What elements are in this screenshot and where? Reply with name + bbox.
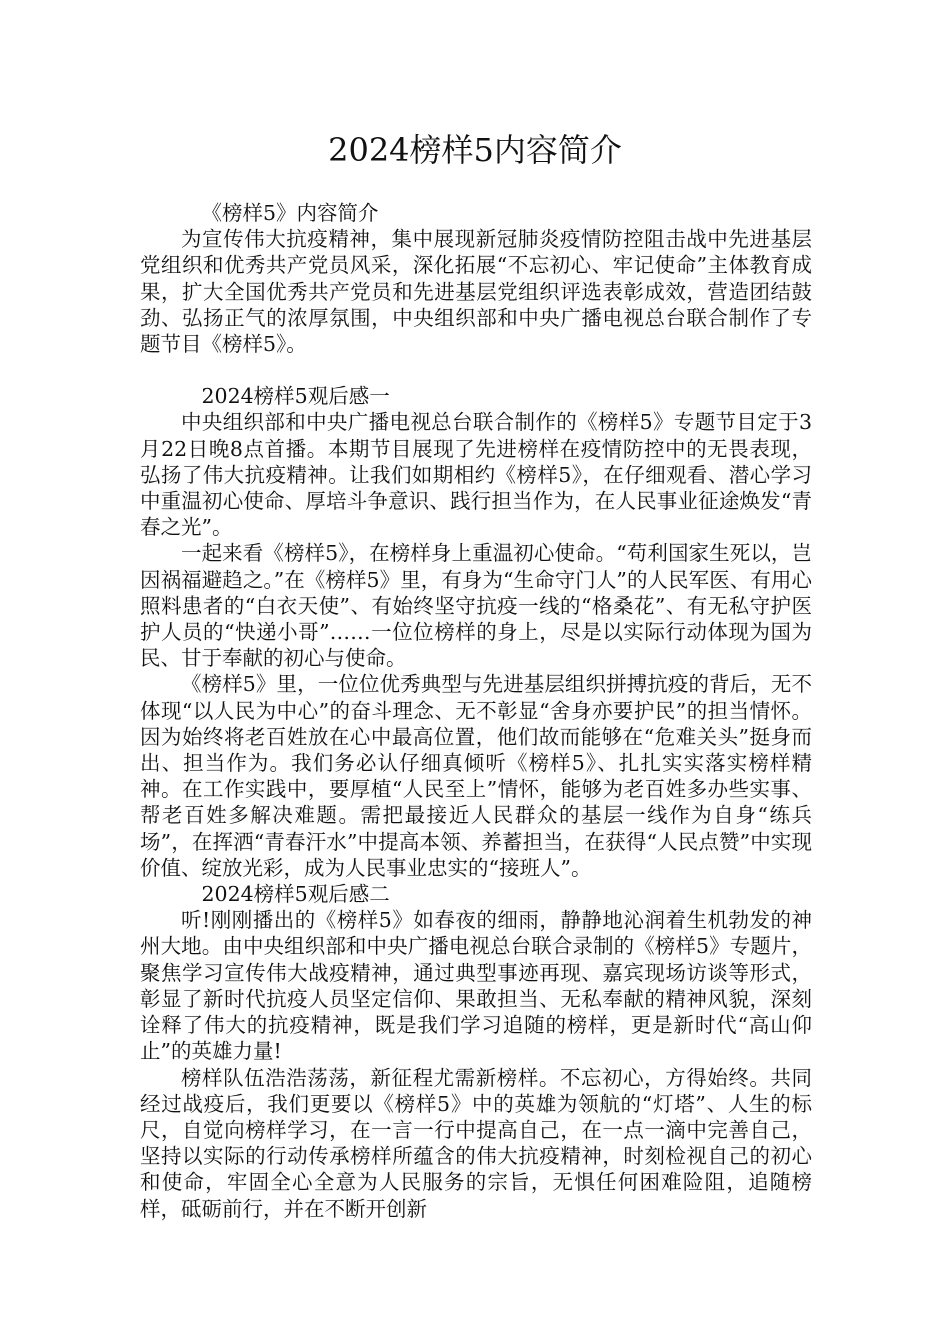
document-body [140,200,812,1222]
section-heading-review-2: 2024榜样5观后感二 [201,882,390,907]
paragraph: 听!刚刚播出的《榜样5》如春夜的细雨，静静地沁润着生机勃发的神州大地。由中央组织部和中央广播电视总台联合录制的《榜样5》专题片，聚焦学习宣传伟大战疫精神，通过典型事迹再现、嘉宾现场访谈等形式，彰显了新时代抗疫人员坚定信仰、果敢担当、无私奉献的精神风貌，深刻诠释了伟大的抗疫精神，既是我们学习追随的榜样，更是新时代“高山仰止”的英雄力量! [140,908,812,1064]
paragraph: 榜样队伍浩浩荡荡，新征程尤需新榜样。不忘初心，方得始终。共同经过战疫后，我们更要以《榜样5》中的英雄为领航的“灯塔”、人生的标尺，自觉向榜样学习，在一言一行中提高自己，在一点一滴中完善自己，坚持以实际的行动传承榜样所蕴含的伟大抗疫精神，时刻检视自己的初心和使命，牢固全心全意为人民服务的宗旨，无惧任何困难险阻，追随榜样，砥砺前行，并在不断开创新 [140,1065,812,1221]
paragraph: 为宣传伟大抗疫精神，集中展现新冠肺炎疫情防控阻击战中先进基层党组织和优秀共产党员风采，深化拓展“不忘初心、牢记使命”主体教育成果，扩大全国优秀共产党员和先进基层党组织评选表彰成效，营造团结鼓劲、弘扬正气的浓厚氛围，中央组织部和中央广播电视总台联合制作了专题节目《榜样5》。 [140,227,812,357]
section-heading-intro: 《榜样5》内容简介 [201,201,379,225]
section-heading-review-1: 2024榜样5观后感一 [201,384,390,409]
paragraph: 《榜样5》里，一位位优秀典型与先进基层组织拼搏抗疫的背后，无不体现“以人民为中心”的奋斗理念、无不彰显“舍身亦要护民”的担当情怀。因为始终将老百姓放在心中最高位置，他们故而能够在“危难关头”挺身而出、担当作为。我们务必认仔细真倾听《榜样5》、扎扎实实落实榜样精神。在工作实践中，要厚植“人民至上”情怀，能够为老百姓多办些实事、帮老百姓多解决难题。需把最接近人民群众的基层一线作为自身“练兵场”，在挥洒“青春汗水”中提高本领、养蓄担当，在获得“人民点赞”中实现价值、绽放光彩，成为人民事业忠实的“接班人”。 [140,672,812,880]
document-title: 2024榜样5内容简介 [328,131,622,169]
paragraph: 一起来看《榜样5》，在榜样身上重温初心使命。“苟利国家生死以，岂因祸福避趋之。”在《榜样5》里，有身为“生命守门人”的人民军医、有用心照料患者的“白衣天使”、有始终坚守抗疫一线的“格桑花”、有无私守护医护人员的“快递小哥”……一位位榜样的身上，尽是以实际行动体现为国为民、甘于奉献的初心与使命。 [140,541,812,671]
paragraph: 中央组织部和中央广播电视总台联合制作的《榜样5》专题节目定于3月22日晚8点首播。本期节目展现了先进榜样在疫情防控中的无畏表现，弘扬了伟大抗疫精神。让我们如期相约《榜样5》，在仔细观看、潜心学习中重温初心使命、厚培斗争意识、践行担当作为，在人民事业征途焕发“青春之光”。 [140,410,812,540]
